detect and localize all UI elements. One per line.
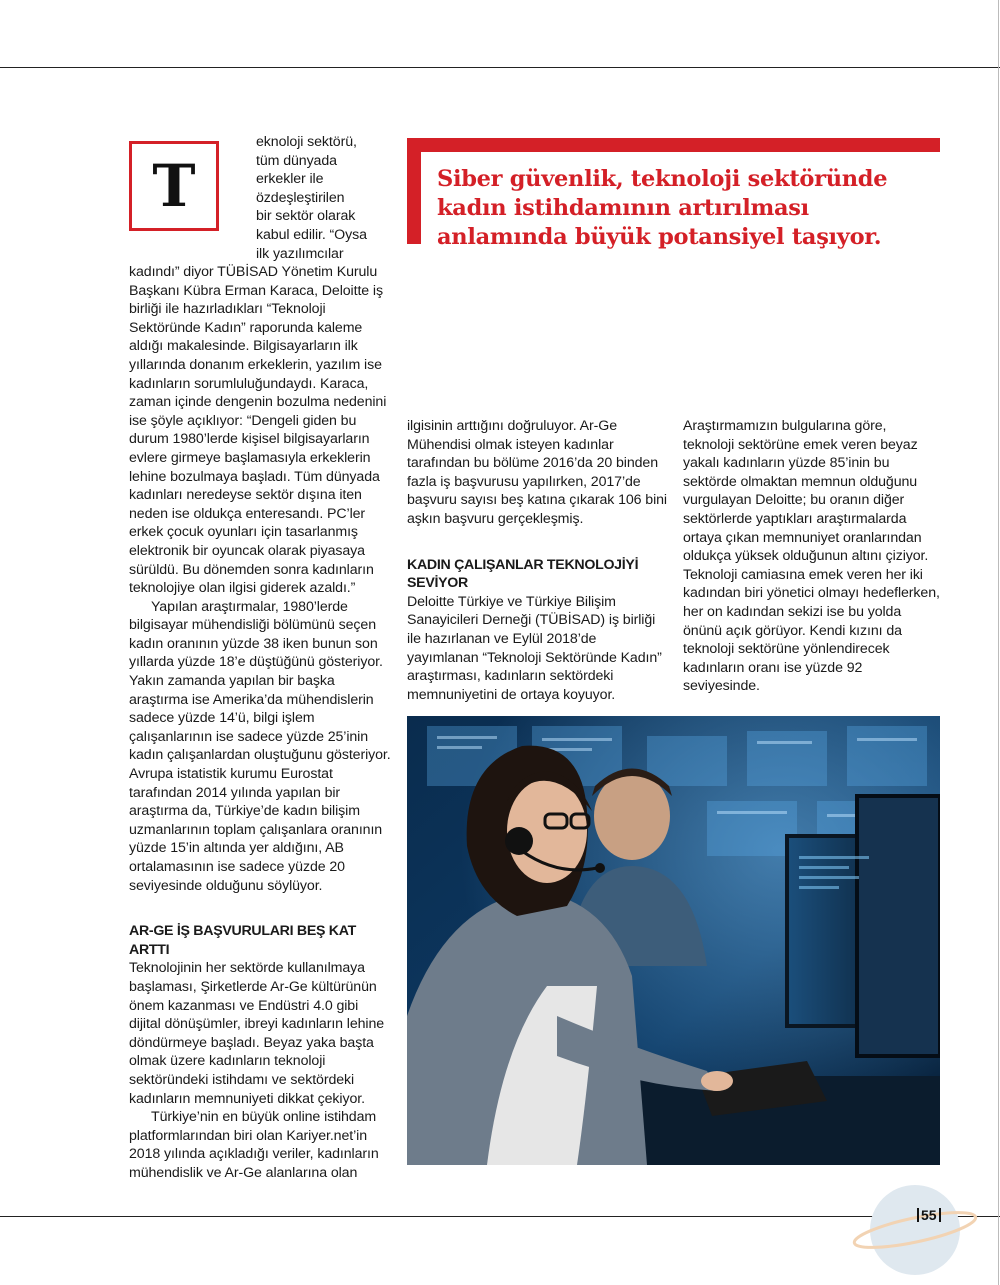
top-rule	[0, 67, 1000, 68]
article-photo	[407, 716, 940, 1165]
paragraph: Türkiye’nin en büyük online istihdam platformlarından biri olan Kariyer.net’in 2018 yılında açıkladığı veriler, kadınların mühendislik ve Ar-Ge alanlarına olan	[129, 1109, 379, 1181]
intro-line: eknoloji sektörü,	[256, 134, 357, 150]
intro-line: özdeşleştirilen	[256, 189, 345, 206]
intro-line: ilk yazılımcılar	[256, 245, 344, 262]
column-3	[683, 417, 941, 696]
page-number	[915, 1207, 943, 1223]
paragraph: ilgisinin arttığını doğruluyor. Ar-Ge Mühendisi olmak isteyen kadınlar tarafından bu bölüme 2016’da 20 binden fazla iş başvurusu yapılırken, 2017’de başvuru sayısı beş katına çıkarak 106 bini aşkın başvuru gerçekleşmiş.	[407, 418, 667, 527]
column-2	[407, 417, 667, 704]
column-1	[129, 263, 391, 1183]
pull-quote-bar	[407, 138, 940, 152]
pull-quote: Siber güvenlik, teknoloji sektöründe kadın istihdamının artırılması anlamında büyük potansiyel taşıyor.	[437, 166, 888, 250]
paragraph: Deloitte Türkiye ve Türkiye Bilişim Sanayicileri Derneği (TÜBİSAD) iş birliği ile hazırlanan ve Eylül 2018’de yayımlanan “Teknoloji Sektöründe Kadın” araştırması, kadınların sektördeki memnuniyetini de ortaya koyuyor.	[407, 593, 662, 703]
page-number-bar	[917, 1208, 919, 1222]
intro-line: kabul edilir. “Oysa	[256, 226, 367, 243]
section-heading: AR-GE İŞ BAŞVURULARI BEŞ KAT ARTTI	[129, 923, 357, 958]
paragraph: Yapılan araştırmalar, 1980’lerde bilgisayar mühendisliği bölümünü seçen kadın oranının yüzde 38 iken bunun son yıllarda yüzde 18’e düştüğünü gösteriyor. Yakın zamanda yapılan bir başka araştırma ise Amerika’da mühendislerin sadece yüzde 14’ü, bilgi işlem çalışanlarının ise sadece yüzde 25’inin kadın çalışanlardan oluştuğunu gösteriyor. Avrupa istatistik kurumu Eurostat tarafından 2014 yılında yapılan bir araştırma da, Türkiye’de kadın bilişim uzmanlarının toplam çalışanlara oranının yüzde 15’in altında yer aldığını, AB ortalamasının ise sadece yüzde 20 seviyesinde olduğunu söylüyor.	[129, 598, 391, 894]
paragraph: Araştırmamızın bulgularına göre, teknoloji sektörüne emek veren beyaz yakalı kadınların yüzde 85’inin bu sektörde olmaktan memnun olduğunu vurgulayan Deloitte; bu oranın diğer sektörlerde yaptıkları araştırmalarda ortaya çıkan memnuniyet oranlarından oldukça yüksek olduğunun altını çiziyor. Teknoloji camiasına emek veren her iki kadından biri yönetici olmayı hedeflerken, her on kadından sekizi ise bu yolda önünü açık görüyor. Kendi kızını da teknoloji sektörüne yönlendirecek kadınların oranı ise yüzde 92 seviyesinde.	[683, 418, 940, 695]
intro-line: tüm dünyada	[256, 152, 337, 169]
page-number-bar	[939, 1208, 941, 1222]
intro-line: erkekler ile	[256, 171, 324, 188]
paragraph: Teknolojinin her sektörde kullanılmaya başlaması, Şirketlerde Ar-Ge kültürünün önem kazanması ve Endüstri 4.0 gibi dijital dönüşümler, ibreyi kadınların lehine döndürmeye başladı. Beyaz yaka başta olmak üzere kadınların teknoloji sektöründeki istihdamı ve sektördeki kadınların memnuniyeti dikkat çekiyor.	[129, 960, 385, 1107]
pull-quote-side-bar	[407, 138, 421, 244]
page-edge-line	[998, 0, 999, 1285]
drop-cap: T	[129, 141, 219, 231]
planet-logo-icon	[850, 1168, 980, 1285]
intro-line: bir sektör olarak	[256, 208, 356, 225]
page-number-text: 55	[921, 1207, 937, 1223]
intro-lines	[256, 133, 396, 263]
photo-illustration	[407, 716, 940, 1165]
section-heading: KADIN ÇALIŞANLAR TEKNOLOJİYİ SEVİYOR	[407, 556, 639, 592]
paragraph: kadındı” diyor TÜBİSAD Yönetim Kurulu Başkanı Kübra Erman Karaca, Deloitte iş birliği ile hazırladıkları “Teknoloji Sektöründe Kadın” raporunda kaleme aldığı makalesinde. Bilgisayarların ilk yıllarında donanım erkeklerin, yazılım ise kadınların sorumluluğundaydı. Karaca, zaman içinde dengenin bozulma nedenini ise şöyle açıklıyor: “Dengeli giden bu durum 1980’lerde kişisel bilgisayarların evlere girmeye başlamasıyla erkeklerin lehine bozulmaya başladı. Tüm dünyada kadınları neredeyse sektör dışına iten neden ise oldukça enteresandı. PC’ler erkek çocuk oyunları için tasarlanmış elektronik bir oyuncak olarak piyasaya sürüldü. Bu dönemden sonra kadınların teknolojiye olan ilgisi giderek azaldı.”	[129, 264, 387, 597]
